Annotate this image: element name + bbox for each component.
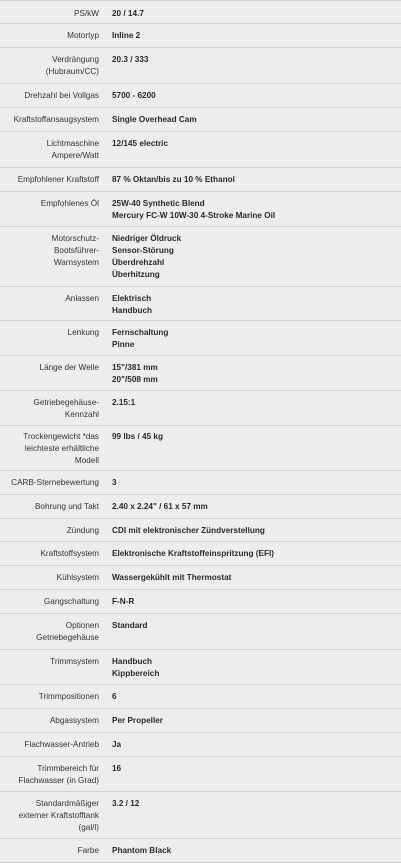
spec-row-kraftstoffansaugsystem (0, 108, 401, 132)
spec-label: Getriebegehäuse- Kennzahl (33, 398, 99, 419)
spec-label: Gangschaltung (43, 597, 99, 606)
spec-row-kuehlsystem (0, 566, 401, 590)
spec-label: Trockengewicht *das leichteste erhältliche Modell (23, 432, 99, 465)
spec-value: 20 / 14.7 (112, 9, 144, 18)
spec-value: 87 % Oktan/bis zu 10 % Ethanol (112, 175, 235, 184)
spec-label: Trimmbereich für Flachwasser (in Grad) (18, 764, 99, 785)
spec-row-anlassen (0, 287, 401, 321)
spec-label: CARB-Sternebewertung (11, 478, 99, 487)
spec-label: Bohrung und Takt (34, 502, 99, 511)
spec-row-bohrung-takt (0, 495, 401, 519)
spec-row-motortyp (0, 24, 401, 48)
spec-row-motorschutz (0, 227, 401, 287)
spec-label: Motorschutz- Bootsführer- Warnsystem (51, 234, 99, 267)
spec-value: Fernschaltung Pinne (112, 328, 169, 349)
spec-label: Anlassen (65, 294, 99, 303)
spec-row-empfohlener-kraftstoff (0, 168, 401, 192)
spec-label: Trimmsystem (50, 657, 99, 666)
spec-label: Länge der Welle (39, 363, 99, 372)
spec-value: 6 (112, 692, 117, 701)
spec-value: 3.2 / 12 (112, 799, 140, 808)
spec-value: Ja (112, 740, 122, 749)
spec-row-flachwasser-antrieb (0, 733, 401, 757)
spec-row-carb (0, 471, 401, 495)
spec-value: Niedriger Öldruck Sensor-Störung Überdrehzahl Überhitzung (112, 234, 182, 279)
spec-row-abgassystem (0, 709, 401, 733)
spec-label: Flachwasser-Antrieb (24, 740, 99, 749)
spec-value: 99 lbs / 45 kg (112, 432, 163, 441)
spec-label: Farbe (77, 846, 99, 855)
spec-row-farbe (0, 839, 401, 863)
spec-row-lichtmaschine (0, 132, 401, 168)
spec-value: 16 (112, 764, 122, 773)
spec-value: 15"/381 mm 20"/508 mm (112, 363, 158, 384)
spec-value: 20.3 / 333 (112, 55, 149, 64)
spec-value: Handbuch Kippbereich (112, 657, 160, 678)
spec-value: 25W-40 Synthetic Blend Mercury FC-W 10W-30 4-Stroke Marine Oil (112, 199, 276, 220)
spec-value: CDI mit elektronischer Zündverstellung (112, 526, 265, 535)
spec-value: 12/145 electric (112, 139, 168, 148)
spec-label: Lenkung (67, 328, 99, 337)
spec-value: Elektronische Kraftstoffeinspritzung (EFI) (112, 549, 274, 558)
spec-row-ps-kw (0, 1, 401, 24)
spec-value: 3 (112, 478, 117, 487)
spec-value: Phantom Black (112, 846, 172, 855)
spec-row-trimmbereich-flachwasser (0, 757, 401, 792)
spec-label: Kraftstoffsystem (40, 549, 99, 558)
spec-label: Empfohlenes Öl (40, 199, 99, 208)
spec-value: 5700 - 6200 (112, 91, 156, 100)
spec-label: Empfohlener Kraftstoff (17, 175, 99, 184)
spec-value: Per Propeller (112, 716, 163, 725)
spec-row-kraftstoffsystem (0, 542, 401, 566)
spec-value: 2.15:1 (112, 398, 136, 407)
spec-row-empfohlenes-oel (0, 192, 401, 227)
spec-value: F-N-R (112, 597, 135, 606)
spec-label: Lichtmaschine Ampere/Watt (46, 139, 99, 160)
spec-row-gangschaltung (0, 590, 401, 614)
spec-label: Standardmäßiger externer Kraftstofftank (gal/l) (18, 799, 99, 832)
spec-row-getriebegehaeuse-kennzahl (0, 391, 401, 426)
spec-value: 2.40 x 2.24" / 61 x 57 mm (112, 502, 208, 511)
spec-label: Abgassystem (49, 716, 99, 725)
spec-value: Standard (112, 621, 148, 630)
spec-label: Trimmpositionen (38, 692, 99, 701)
spec-label: Motortyp (67, 31, 99, 40)
spec-label: Kraftstoffansaugsystem (13, 115, 99, 124)
spec-row-drehzahl (0, 84, 401, 108)
spec-label: Zündung (66, 526, 99, 535)
spec-label: Drehzahl bei Vollgas (24, 91, 99, 100)
spec-value: Wassergekühlt mit Thermostat (112, 573, 232, 582)
spec-label: Optionen Getriebegehäuse (36, 621, 99, 642)
spec-row-optionen-getriebe (0, 614, 401, 650)
spec-label: Kühlsystem (56, 573, 99, 582)
spec-label: PS/kW (73, 9, 99, 18)
spec-row-kraftstofftank (0, 792, 401, 839)
spec-value: Inline 2 (112, 31, 141, 40)
spec-row-trimmsystem (0, 650, 401, 685)
spec-value: Single Overhead Cam (112, 115, 197, 124)
spec-value: Elektrisch Handbuch (112, 294, 153, 315)
spec-row-verdraengung (0, 48, 401, 84)
spec-row-zuendung (0, 519, 401, 542)
spec-label: Verdrängung (Hubraum/CC) (45, 55, 99, 76)
spec-row-trimmpositionen (0, 685, 401, 709)
spec-row-laenge-welle (0, 356, 401, 391)
spec-row-lenkung (0, 321, 401, 356)
spec-row-trockengewicht (0, 426, 401, 471)
